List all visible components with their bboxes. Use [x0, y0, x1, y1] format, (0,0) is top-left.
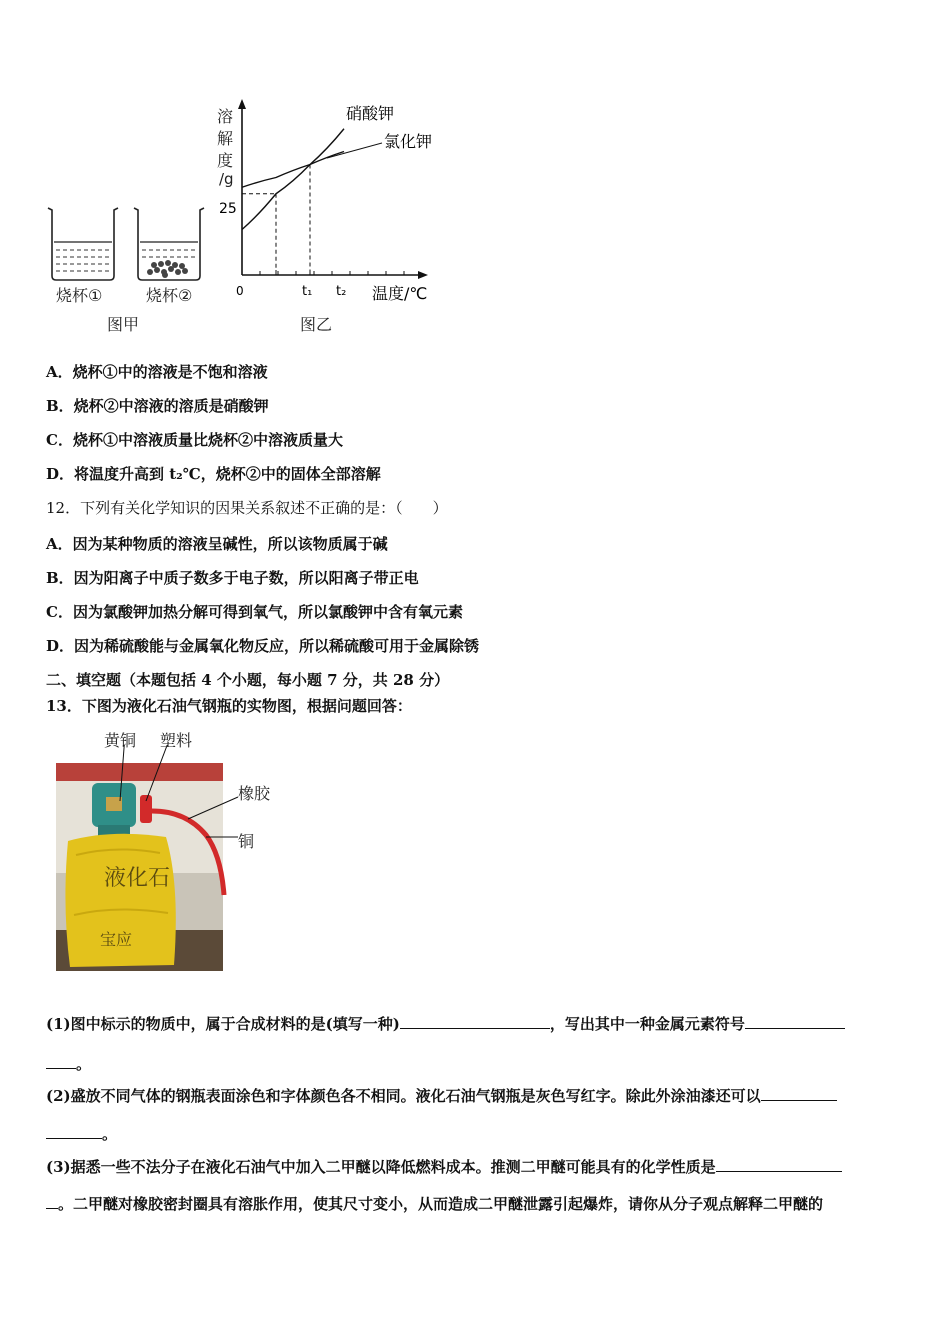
beaker-2-label: 烧杯② — [146, 286, 193, 305]
q12-option-d: D．因为稀硫酸能与金属氧化物反应，所以稀硫酸可用于金属除锈 — [46, 637, 480, 655]
kcl-leader-line — [327, 143, 382, 158]
q13-sub1-text-b: ，写出其中一种金属元素符号 — [549, 1015, 745, 1033]
q13-sub3-text-a: (3)据悉一些不法分子在液化石油气中加入二甲醚以降低燃料成本。推测二甲醚可能具有的化学性质是 — [46, 1158, 716, 1176]
q13-sub3-text-b: 。二甲醚对橡胶密封圈具有溶胀作用，使其尺寸变小，从而造成二甲醚泄露引起爆炸，请你从分子观点解释二甲醚的 — [58, 1195, 824, 1213]
q11-option-d: D．将温度升高到 t₂℃，烧杯②中的固体全部溶解 — [46, 465, 381, 483]
x-axis-label: 温度/℃ — [372, 284, 428, 303]
beaker-1-icon — [48, 208, 118, 280]
section-2-title: 二、填空题（本题包括 4 个小题，每小题 7 分，共 28 分） — [46, 671, 450, 689]
q13-sub2-blank-cont[interactable] — [46, 1124, 102, 1139]
q13-sub2-line2 — [46, 1123, 117, 1144]
beakers-figure — [40, 200, 220, 290]
series-line-kno3 — [242, 129, 344, 230]
q12-option-b: B．因为阳离子中质子数多于电子数，所以阳离子带正电 — [46, 569, 419, 587]
label-brass: 黄铜 — [104, 731, 137, 750]
q11-option-b: B．烧杯②中溶液的溶质是硝酸钾 — [46, 397, 269, 415]
q12-option-a: A．因为某种物质的溶液呈碱性，所以该物质属于碱 — [46, 535, 388, 553]
figure-jia-caption: 图甲 — [107, 315, 140, 334]
solubility-chart — [210, 95, 450, 310]
q12-option-c: C．因为氯酸钾加热分解可得到氧气，所以氯酸钾中含有氧元素 — [46, 603, 463, 621]
legend-kcl: 氯化钾 — [384, 132, 433, 151]
q13-sub1-line2 — [46, 1053, 91, 1074]
q13-sub1-blank-2-cont[interactable] — [46, 1054, 76, 1069]
q13-sub3-blank[interactable] — [716, 1157, 842, 1172]
legend-kno3: 硝酸钾 — [346, 104, 395, 123]
label-rubber: 橡胶 — [238, 784, 271, 803]
q13-sub1-line1 — [46, 1013, 845, 1034]
q13-sub1-end: 。 — [76, 1055, 92, 1073]
beaker-2-icon — [134, 208, 204, 280]
y-axis-label-3: 度 — [217, 151, 234, 170]
x-tick-t1: t₁ — [302, 284, 313, 299]
x-tick-t2: t₂ — [336, 284, 347, 299]
gas-cylinder-photo — [56, 745, 296, 975]
q13-sub1-blank-2[interactable] — [745, 1014, 845, 1029]
q11-option-a: A．烧杯①中的溶液是不饱和溶液 — [46, 363, 268, 381]
y-tick-25: 25 — [219, 201, 237, 217]
y-axis-label-1: 溶 — [217, 107, 234, 126]
q13-sub2-blank[interactable] — [761, 1086, 837, 1101]
q13-sub3-blank-cont[interactable] — [46, 1194, 58, 1209]
q13-sub2-line1 — [46, 1085, 837, 1106]
bag-text-baoying: 宝应 — [100, 930, 133, 949]
x-tick-origin: 0 — [236, 284, 244, 298]
q13-sub1-text-a: (1)图中标示的物质中，属于合成材料的是(填写一种) — [46, 1015, 400, 1033]
label-copper: 铜 — [238, 832, 255, 851]
q13-sub3-line1 — [46, 1156, 842, 1177]
q11-option-c: C．烧杯①中溶液质量比烧杯②中溶液质量大 — [46, 431, 343, 449]
beaker-1-label: 烧杯① — [56, 286, 103, 305]
x-axis-arrow — [418, 271, 428, 279]
q13-stem: 13．下图为液化石油气钢瓶的实物图，根据问题回答： — [46, 697, 412, 715]
label-plastic: 塑料 — [160, 731, 193, 750]
q13-sub2-end: 。 — [102, 1125, 118, 1143]
q13-sub2-text: (2)盛放不同气体的钢瓶表面涂色和字体颜色各不相同。液化石油气钢瓶是灰色写红字。除此外涂油漆还可以 — [46, 1087, 761, 1105]
bag-text-lpg: 液化石 — [104, 866, 171, 891]
y-axis-label-4: /g — [219, 170, 234, 188]
q12-stem: 12．下列有关化学知识的因果关系叙述不正确的是：（ ） — [46, 499, 448, 517]
figure-yi-caption: 图乙 — [300, 315, 333, 334]
series-line-kcl — [242, 152, 344, 188]
y-axis-arrow — [238, 99, 246, 109]
q13-sub3-line2 — [46, 1193, 823, 1214]
q13-sub1-blank-1[interactable] — [400, 1014, 550, 1029]
y-axis-label-2: 解 — [217, 129, 234, 148]
